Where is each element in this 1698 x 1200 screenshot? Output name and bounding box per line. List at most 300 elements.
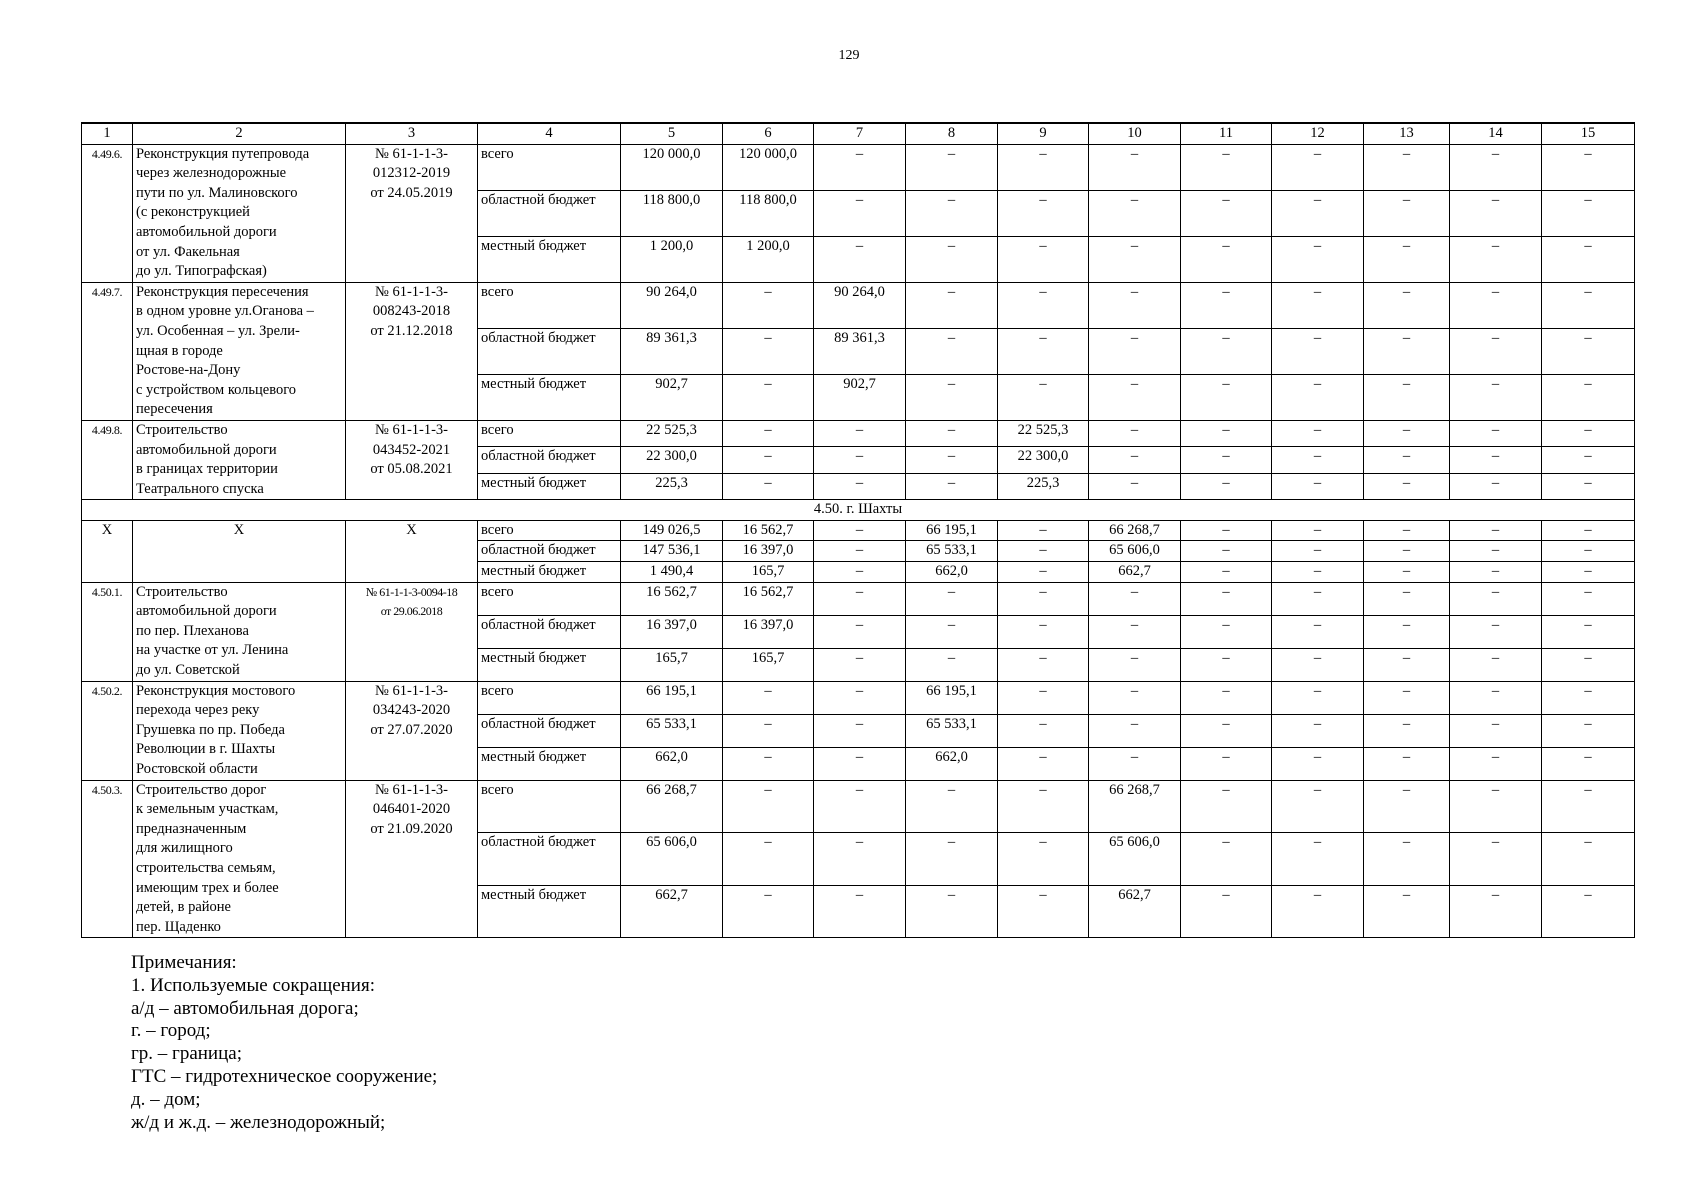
funding-value: – [906, 447, 998, 473]
funding-value: – [1542, 714, 1635, 747]
funding-value: – [1181, 885, 1272, 938]
item-document-line: от 21.09.2020 [370, 820, 453, 837]
item-name-line: с устройством кольцевого [136, 381, 297, 398]
funding-value: – [1181, 582, 1272, 615]
funding-value: – [1272, 190, 1364, 236]
funding-value: – [1364, 282, 1450, 328]
funding-value: – [998, 328, 1089, 374]
funding-value: – [723, 420, 814, 446]
funding-value: 16 562,7 [621, 582, 723, 615]
funding-value: 1 490,4 [621, 562, 723, 583]
funding-source: областной бюджет [478, 615, 621, 648]
header-row [82, 123, 1635, 144]
funding-value: – [1450, 582, 1542, 615]
funding-value: 662,0 [621, 747, 723, 780]
item-document-line: от 24.05.2019 [370, 184, 453, 201]
item-number: 4.50.3. [82, 780, 133, 938]
funding-value: – [1542, 328, 1635, 374]
funding-value: – [1181, 562, 1272, 583]
item-name-line: предназначенным [136, 820, 247, 837]
funding-source: областной бюджет [478, 714, 621, 747]
funding-value: – [1450, 648, 1542, 681]
funding-value: – [1542, 236, 1635, 282]
item-document-line: № 61-1-1-3- [374, 283, 449, 300]
funding-value: – [906, 328, 998, 374]
item-name-line: перехода через реку [136, 702, 260, 719]
funding-value: 16 397,0 [723, 615, 814, 648]
funding-value: – [1364, 714, 1450, 747]
funding-value: – [998, 885, 1089, 938]
funding-value: – [998, 541, 1089, 562]
item-name-line: имеющим трех и более [136, 879, 279, 896]
item-name-line: Реконструкция путепровода [136, 145, 310, 162]
funding-value: – [814, 833, 906, 886]
funding-value: 118 800,0 [621, 190, 723, 236]
item-document [346, 582, 478, 681]
funding-value: – [723, 681, 814, 714]
funding-value: – [723, 885, 814, 938]
funding-value: – [1181, 615, 1272, 648]
funding-value: – [1364, 747, 1450, 780]
funding-value: – [814, 648, 906, 681]
item-name-line: Театрального спуска [136, 480, 264, 497]
funding-value: – [1089, 473, 1181, 499]
funding-value: – [814, 885, 906, 938]
item-name-line: Революции в г. Шахты [136, 741, 276, 758]
funding-value: – [998, 282, 1089, 328]
funding-value: – [1181, 144, 1272, 190]
funding-value: – [1272, 615, 1364, 648]
funding-value: – [1364, 447, 1450, 473]
funding-value: – [1542, 582, 1635, 615]
funding-value: – [1364, 236, 1450, 282]
table-row [82, 420, 1635, 446]
funding-value: – [1272, 780, 1364, 833]
funding-value: – [1450, 190, 1542, 236]
funding-value: – [906, 833, 998, 886]
funding-value: – [1181, 282, 1272, 328]
funding-value: – [1089, 582, 1181, 615]
item-document-line: 012312-2019 [372, 165, 451, 182]
funding-source: всего [478, 520, 621, 541]
funding-value: – [1542, 648, 1635, 681]
section-row [82, 500, 1635, 521]
funding-value: – [1450, 447, 1542, 473]
funding-source: местный бюджет [478, 236, 621, 282]
funding-value: – [1272, 833, 1364, 886]
funding-source: местный бюджет [478, 562, 621, 583]
item-name-line: в одном уровне ул.Оганова – [136, 303, 314, 320]
funding-value: – [906, 190, 998, 236]
item-name-line: от ул. Факельная [136, 243, 240, 260]
column-header: 2 [133, 123, 346, 144]
funding-value: 225,3 [998, 473, 1089, 499]
column-header: 1 [82, 123, 133, 144]
funding-value: 149 026,5 [621, 520, 723, 541]
funding-value: 225,3 [621, 473, 723, 499]
funding-value: 65 533,1 [621, 714, 723, 747]
funding-value: – [1089, 282, 1181, 328]
item-name-line: Строительство дорог [136, 781, 267, 798]
funding-value: – [1181, 328, 1272, 374]
funding-value: 902,7 [814, 374, 906, 420]
funding-value: – [814, 541, 906, 562]
funding-value: – [1450, 780, 1542, 833]
item-name-line: Строительство [136, 583, 228, 600]
item-name [133, 681, 346, 780]
item-name [133, 420, 346, 499]
funding-value: – [1272, 885, 1364, 938]
funding-value: 66 268,7 [621, 780, 723, 833]
item-document [346, 681, 478, 780]
funding-value: – [1450, 236, 1542, 282]
column-header: 6 [723, 123, 814, 144]
item-name-line: автомобильной дороги [136, 441, 277, 458]
funding-value: – [1181, 520, 1272, 541]
funding-value: 120 000,0 [723, 144, 814, 190]
item-name-line: Ростове-на-Дону [136, 362, 241, 379]
funding-value: 16 397,0 [723, 541, 814, 562]
funding-value: 66 195,1 [906, 520, 998, 541]
funding-value: – [1542, 520, 1635, 541]
note-line: 1. Используемые сокращения: [131, 974, 375, 996]
funding-value: – [1450, 520, 1542, 541]
funding-value: – [1542, 615, 1635, 648]
item-document-line: от 27.07.2020 [370, 721, 453, 738]
item-document-line: 008243-2018 [372, 303, 451, 320]
funding-value: – [1089, 681, 1181, 714]
funding-value: 22 300,0 [998, 447, 1089, 473]
funding-value: – [1450, 328, 1542, 374]
table-row [82, 282, 1635, 328]
total-x-mark: Х [346, 520, 478, 582]
funding-value: 662,7 [1089, 562, 1181, 583]
item-name-line: через железнодорожные [136, 165, 287, 182]
column-header: 11 [1181, 123, 1272, 144]
funding-value: – [814, 190, 906, 236]
total-x-mark: Х [82, 520, 133, 582]
funding-source: местный бюджет [478, 747, 621, 780]
funding-value: – [1089, 328, 1181, 374]
note-line: г. – город; [131, 1020, 211, 1042]
item-name-line: Грушевка по пр. Победа [136, 721, 285, 738]
funding-value: – [1364, 541, 1450, 562]
funding-value: – [1089, 648, 1181, 681]
funding-source: всего [478, 420, 621, 446]
note-line: а/д – автомобильная дорога; [131, 997, 359, 1019]
item-name-line: автомобильной дороги [136, 603, 277, 620]
funding-value: – [1364, 615, 1450, 648]
funding-source: всего [478, 582, 621, 615]
funding-value: – [814, 447, 906, 473]
column-header: 8 [906, 123, 998, 144]
funding-value: – [1272, 374, 1364, 420]
funding-value: – [723, 780, 814, 833]
funding-value: – [1181, 648, 1272, 681]
funding-value: – [1364, 833, 1450, 886]
funding-value: – [1181, 833, 1272, 886]
column-header: 9 [998, 123, 1089, 144]
funding-value: – [1181, 420, 1272, 446]
funding-value: – [906, 374, 998, 420]
item-document-line: от 21.12.2018 [370, 322, 453, 339]
page-number: 129 [838, 48, 860, 63]
funding-value: – [1089, 447, 1181, 473]
funding-value: – [1364, 190, 1450, 236]
funding-value: 1 200,0 [621, 236, 723, 282]
funding-value: 662,7 [621, 885, 723, 938]
item-name-line: Реконструкция пересечения [136, 283, 309, 300]
item-name-line: к земельным участкам, [136, 801, 279, 818]
funding-value: – [998, 190, 1089, 236]
item-name-line: пути по ул. Малиновского [136, 184, 298, 201]
funding-value: – [1089, 374, 1181, 420]
item-name-line: до ул. Типографская) [136, 263, 267, 280]
funding-value: – [1272, 714, 1364, 747]
table-row [82, 582, 1635, 615]
funding-value: – [1450, 420, 1542, 446]
funding-value: 90 264,0 [814, 282, 906, 328]
funding-source: местный бюджет [478, 648, 621, 681]
item-document-line: № 61-1-1-3- [374, 145, 449, 162]
item-name-line: Реконструкция мостового [136, 682, 296, 699]
item-number: 4.49.7. [82, 282, 133, 420]
funding-source: областной бюджет [478, 541, 621, 562]
item-name-line: для жилищного [136, 840, 233, 857]
item-number: 4.50.2. [82, 681, 133, 780]
funding-value: – [998, 714, 1089, 747]
funding-source: местный бюджет [478, 885, 621, 938]
funding-value: 65 533,1 [906, 714, 998, 747]
funding-value: – [1089, 714, 1181, 747]
funding-value: – [1089, 747, 1181, 780]
funding-value: – [723, 473, 814, 499]
section-title: 4.50. г. Шахты [82, 500, 1635, 521]
item-name-line: детей, в районе [136, 899, 231, 916]
funding-value: – [1542, 144, 1635, 190]
funding-value: 662,0 [906, 562, 998, 583]
note-line: Примечания: [131, 952, 237, 973]
item-number: 4.49.6. [82, 144, 133, 282]
item-name-line: щная в городе [136, 342, 223, 359]
funding-value: – [723, 282, 814, 328]
funding-value: – [1450, 374, 1542, 420]
funding-value: – [1542, 885, 1635, 938]
note-line: гр. – граница; [131, 1043, 242, 1065]
funding-value: – [906, 780, 998, 833]
funding-value: 118 800,0 [723, 190, 814, 236]
funding-value: – [1542, 747, 1635, 780]
funding-value: – [1272, 473, 1364, 499]
funding-value: 65 533,1 [906, 541, 998, 562]
funding-value: – [998, 780, 1089, 833]
funding-value: – [814, 236, 906, 282]
note-line: д. – дом; [131, 1088, 201, 1110]
table-row [82, 780, 1635, 833]
funding-value: – [814, 780, 906, 833]
funding-value: 662,7 [1089, 885, 1181, 938]
funding-value: – [1364, 144, 1450, 190]
funding-value: – [998, 833, 1089, 886]
funding-source: всего [478, 144, 621, 190]
funding-value: – [814, 473, 906, 499]
item-document-line: 043452-2021 [372, 441, 451, 458]
funding-value: – [1542, 541, 1635, 562]
item-name-line: (с реконструкцией [136, 204, 250, 221]
item-document-line: от 29.06.2018 [380, 604, 443, 619]
funding-value: 662,0 [906, 747, 998, 780]
column-header: 12 [1272, 123, 1364, 144]
column-header: 14 [1450, 123, 1542, 144]
funding-value: – [1542, 833, 1635, 886]
funding-value: – [906, 144, 998, 190]
funding-value: – [1272, 282, 1364, 328]
funding-value: – [1089, 190, 1181, 236]
funding-value: – [1364, 420, 1450, 446]
funding-value: – [998, 374, 1089, 420]
funding-value: – [1272, 328, 1364, 374]
funding-value: – [998, 236, 1089, 282]
funding-source: областной бюджет [478, 328, 621, 374]
item-number: 4.49.8. [82, 420, 133, 499]
funding-value: 16 562,7 [723, 520, 814, 541]
item-name-line: строительства семьям, [136, 859, 276, 876]
item-document-line: 034243-2020 [372, 702, 451, 719]
item-document [346, 144, 478, 282]
item-document-line: № 61-1-1-3-0094-18 [365, 584, 458, 599]
note-line: ж/д и ж.д. – железнодорожный; [131, 1111, 386, 1133]
item-name-line: Строительство [136, 421, 228, 438]
funding-value: – [1364, 582, 1450, 615]
funding-value: – [1181, 780, 1272, 833]
item-number: 4.50.1. [82, 582, 133, 681]
funding-value: 65 606,0 [1089, 541, 1181, 562]
funding-value: – [998, 648, 1089, 681]
funding-source: всего [478, 282, 621, 328]
funding-value: – [1272, 520, 1364, 541]
item-name-line: на участке от ул. Ленина [136, 642, 289, 659]
funding-value: – [1181, 714, 1272, 747]
funding-value: – [1542, 420, 1635, 446]
funding-value: 165,7 [723, 562, 814, 583]
funding-value: – [1542, 473, 1635, 499]
funding-value: 65 606,0 [621, 833, 723, 886]
funding-value: – [1450, 747, 1542, 780]
funding-value: – [1450, 833, 1542, 886]
funding-value: – [1364, 328, 1450, 374]
funding-value: – [814, 420, 906, 446]
funding-source: областной бюджет [478, 447, 621, 473]
funding-value: – [723, 747, 814, 780]
funding-source: областной бюджет [478, 833, 621, 886]
funding-value: – [1089, 420, 1181, 446]
funding-value: – [998, 582, 1089, 615]
funding-value: – [998, 562, 1089, 583]
funding-value: – [1542, 681, 1635, 714]
funding-value: 89 361,3 [814, 328, 906, 374]
funding-value: – [723, 374, 814, 420]
funding-value: – [814, 714, 906, 747]
funding-value: – [814, 562, 906, 583]
funding-value: 66 268,7 [1089, 780, 1181, 833]
funding-value: – [814, 747, 906, 780]
funding-value: – [1542, 282, 1635, 328]
funding-value: – [1542, 780, 1635, 833]
funding-value: – [814, 144, 906, 190]
funding-value: – [906, 648, 998, 681]
item-document-line: 046401-2020 [372, 801, 451, 818]
column-header: 4 [478, 123, 621, 144]
item-name [133, 282, 346, 420]
column-header: 5 [621, 123, 723, 144]
funding-value: – [723, 328, 814, 374]
item-name-line: по пер. Плеханова [136, 622, 249, 639]
funding-value: – [1181, 447, 1272, 473]
funding-value: – [1450, 282, 1542, 328]
funding-value: 22 300,0 [621, 447, 723, 473]
funding-value: – [1181, 374, 1272, 420]
funding-source: всего [478, 780, 621, 833]
funding-value: – [998, 520, 1089, 541]
funding-value: – [1272, 747, 1364, 780]
funding-value: – [998, 681, 1089, 714]
item-document-line: № 61-1-1-3- [374, 781, 449, 798]
funding-value: – [1272, 582, 1364, 615]
funding-value: – [814, 681, 906, 714]
funding-value: – [1364, 473, 1450, 499]
item-document-line: от 05.08.2021 [370, 461, 453, 478]
funding-value: – [723, 833, 814, 886]
funding-value: – [1364, 780, 1450, 833]
total-x-mark: Х [133, 520, 346, 582]
funding-value: – [1364, 374, 1450, 420]
item-name-line: до ул. Советской [136, 662, 240, 679]
funding-value: – [1450, 615, 1542, 648]
funding-value: – [906, 885, 998, 938]
funding-value: 1 200,0 [723, 236, 814, 282]
funding-value: – [1450, 541, 1542, 562]
funding-value: 22 525,3 [998, 420, 1089, 446]
funding-value: – [998, 144, 1089, 190]
funding-value: – [1181, 190, 1272, 236]
funding-value: – [1089, 144, 1181, 190]
funding-value: 902,7 [621, 374, 723, 420]
funding-source: всего [478, 681, 621, 714]
funding-value: – [814, 520, 906, 541]
funding-value: – [1089, 236, 1181, 282]
item-document-line: № 61-1-1-3- [374, 682, 449, 699]
funding-value: – [1364, 562, 1450, 583]
funding-value: 16 397,0 [621, 615, 723, 648]
funding-value: – [1450, 681, 1542, 714]
column-header: 10 [1089, 123, 1181, 144]
column-header: 3 [346, 123, 478, 144]
column-header: 7 [814, 123, 906, 144]
funding-value: 120 000,0 [621, 144, 723, 190]
funding-value: – [1364, 885, 1450, 938]
column-header: 15 [1542, 123, 1635, 144]
item-name-line: автомобильной дороги [136, 223, 277, 240]
table-row [82, 681, 1635, 714]
item-name-line: ул. Особенная – ул. Зрели- [136, 322, 300, 339]
funding-value: – [1364, 681, 1450, 714]
funding-value: – [1364, 648, 1450, 681]
table-body [82, 123, 1635, 938]
funding-value: – [906, 236, 998, 282]
funding-value: – [1450, 473, 1542, 499]
item-name-line: в границах территории [136, 461, 278, 478]
funding-value: – [1181, 236, 1272, 282]
